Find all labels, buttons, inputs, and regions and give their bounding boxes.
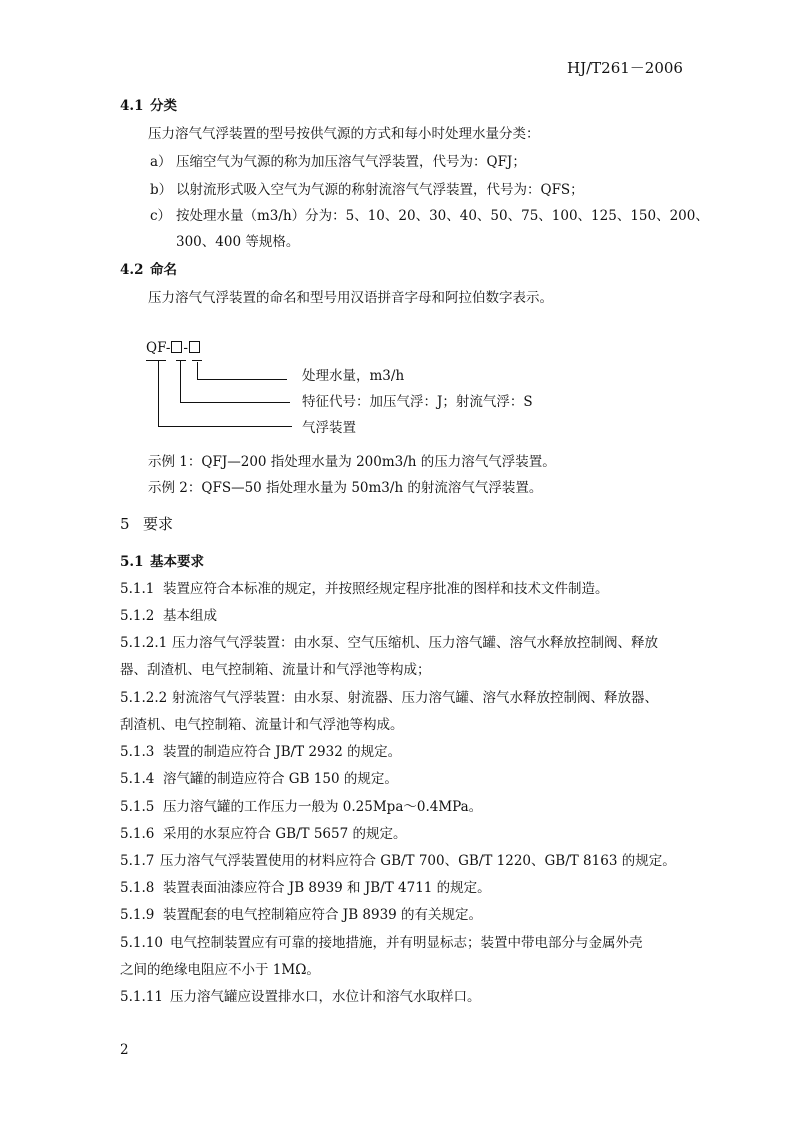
section-4-2-intro: 压力溶气气浮装置的命名和型号用汉语拼音字母和阿拉伯数字表示。 <box>148 290 553 306</box>
list-item-text: 按处理水量（m3/h）分为：5、10、20、30、40、50、75、100、125、150、200、 <box>176 208 709 224</box>
code-underline <box>192 360 202 361</box>
clause-text: 压力溶气气浮装置使用的材料应符合 GB/T 700、GB/T 1220、GB/T 8163 的规定。 <box>160 853 676 869</box>
leader-line <box>197 379 287 380</box>
section-4-2-number: 4.2 <box>120 262 144 278</box>
list-item-text: 以射流形式吸入空气为气源的称射流溶气气浮装置，代号为：QFS； <box>176 182 584 198</box>
section-5-number: 5 <box>120 515 130 533</box>
clause-continuation: 刮渣机、电气控制箱、流量计和气浮池等构成。 <box>120 717 404 733</box>
model-code <box>146 338 201 358</box>
model-code-prefix: QF- <box>146 340 171 356</box>
connector-line <box>197 362 198 379</box>
list-item-continuation: 300、400 等规格。 <box>176 234 300 250</box>
diagram-label-flow: 处理水量，m3/h <box>302 368 405 384</box>
clause-number: 5.1.9 <box>120 907 155 923</box>
section-5-1-number: 5.1 <box>120 554 144 570</box>
clause-number: 5.1.10 <box>120 935 163 951</box>
diagram-label-code: 特征代号：加压气浮：J；射流气浮：S <box>302 394 533 410</box>
list-item-marker: b） <box>150 182 173 198</box>
clause-number: 5.1.11 <box>120 989 163 1005</box>
clause-number: 5.1.2 <box>120 608 155 624</box>
section-5-title: 要求 <box>143 515 174 533</box>
clause-text: 装置应符合本标准的规定，并按照经规定程序批准的图样和技术文件制造。 <box>163 581 609 597</box>
leader-line <box>158 426 292 427</box>
connector-line <box>180 360 181 402</box>
clause-number: 5.1.7 <box>120 853 155 869</box>
clause-text: 射流溶气气浮装置：由水泵、射流器、压力溶气罐、溶气水释放控制阀、释放器、 <box>172 690 658 706</box>
clause-number: 5.1.1 <box>120 581 155 597</box>
placeholder-box <box>171 341 182 353</box>
clause-text: 装置的制造应符合 JB/T 2932 的规定。 <box>163 744 402 760</box>
clause-number: 5.1.3 <box>120 744 155 760</box>
document-id: HJ/T261－2006 <box>567 59 683 77</box>
example-1: 示例 1：QFJ—200 指处理水量为 200m3/h 的压力溶气气浮装置。 <box>148 454 556 470</box>
section-5-1-title: 基本要求 <box>150 554 204 570</box>
placeholder-box <box>189 341 200 353</box>
clause-number: 5.1.5 <box>120 799 155 815</box>
list-item-marker: a） <box>150 154 172 170</box>
clause-text: 溶气罐的制造应符合 GB 150 的规定。 <box>163 771 398 787</box>
clause-text: 装置表面油漆应符合 JB 8939 和 JB/T 4711 的规定。 <box>163 880 491 896</box>
code-underline <box>176 360 186 361</box>
connector-line <box>158 360 159 426</box>
clause-continuation: 器、刮渣机、电气控制箱、流量计和气浮池等构成； <box>120 662 431 678</box>
clause-text: 采用的水泵应符合 GB/T 5657 的规定。 <box>163 826 407 842</box>
clause-text: 压力溶气罐的工作压力一般为 0.25Mpa～0.4MPa。 <box>163 799 483 815</box>
model-code-separator: - <box>183 340 188 356</box>
clause-number: 5.1.8 <box>120 880 155 896</box>
clause-text: 基本组成 <box>163 608 217 624</box>
clause-number: 5.1.2.1 <box>120 635 168 651</box>
clause-text: 装置配套的电气控制箱应符合 JB 8939 的有关规定。 <box>163 907 483 923</box>
clause-continuation: 之间的绝缘电阻应不小于 1MΩ。 <box>120 962 320 978</box>
leader-line <box>180 402 290 403</box>
clause-number: 5.1.6 <box>120 826 155 842</box>
section-4-1-intro: 压力溶气气浮装置的型号按供气源的方式和每小时处理水量分类： <box>148 126 540 142</box>
code-underline <box>146 360 166 361</box>
clause-number: 5.1.2.2 <box>120 690 168 706</box>
clause-text: 压力溶气气浮装置：由水泵、空气压缩机、压力溶气罐、溶气水释放控制阀、释放 <box>172 635 658 651</box>
list-item-marker: c） <box>150 208 172 224</box>
section-4-1-title: 分类 <box>150 98 177 114</box>
clause-text: 电气控制装置应有可靠的接地措施，并有明显标志；装置中带电部分与金属外壳 <box>170 935 643 951</box>
clause-text: 压力溶气罐应设置排水口，水位计和溶气水取样口。 <box>170 989 481 1005</box>
diagram-label-device: 气浮装置 <box>302 420 356 436</box>
clause-number: 5.1.4 <box>120 771 155 787</box>
section-4-1-number: 4.1 <box>120 98 144 114</box>
list-item-text: 压缩空气为气源的称为加压溶气气浮装置，代号为：QFJ； <box>176 154 526 170</box>
section-4-2-title: 命名 <box>150 262 177 278</box>
page-number: 2 <box>120 1042 129 1058</box>
example-2: 示例 2：QFS—50 指处理水量为 50m3/h 的射流溶气气浮装置。 <box>148 480 543 496</box>
